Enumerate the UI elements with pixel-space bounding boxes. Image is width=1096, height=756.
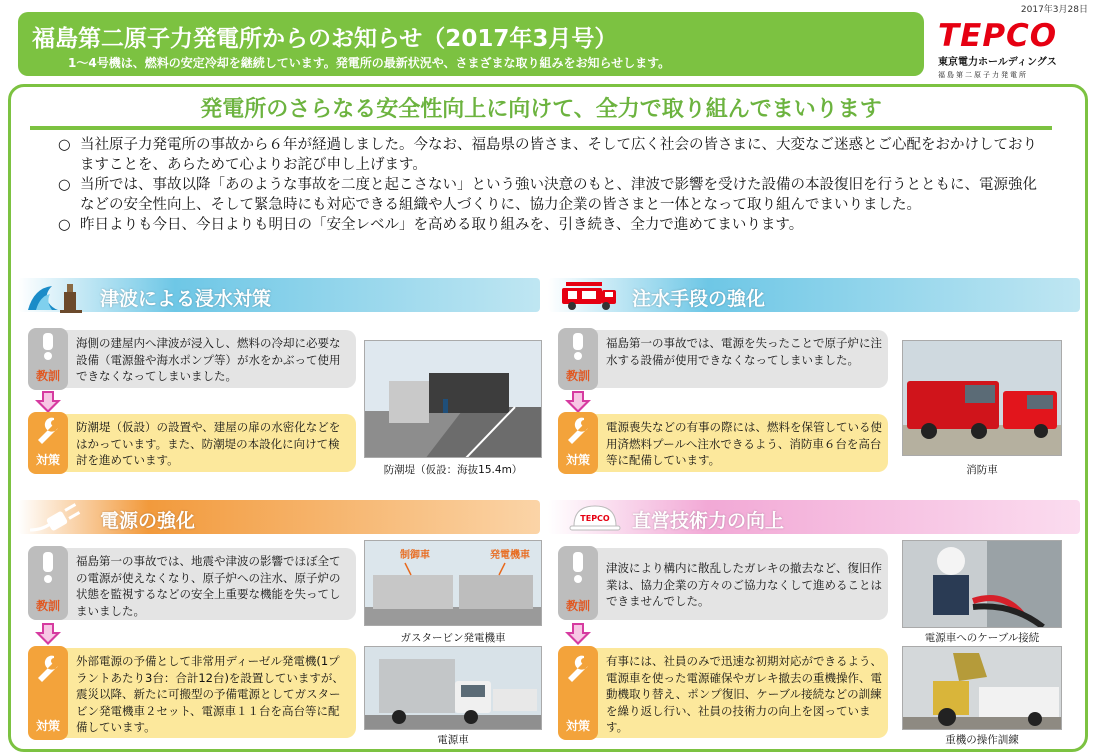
lesson-label: 教訓: [565, 369, 590, 383]
bullet-text: 当所では、事故以降「あのような事故を二度と起こさない」という強い決意のもと、津波で影響を受けた設備の本設復旧を行うとともに、電源強化などの安全性向上、そして緊急時にも対応できる組織や人づくりに、協力企業の皆さまと一体となって取り組んでまいりました。: [80, 177, 1037, 213]
measure-tag: [558, 412, 598, 474]
lesson-label: 教訓: [35, 599, 60, 613]
power-plug-icon: [28, 500, 84, 534]
power-truck-illustration: [365, 647, 542, 730]
photo-label-control: 制御車: [400, 550, 430, 561]
fire-trucks-illustration: [903, 341, 1062, 456]
wrench-icon: [558, 412, 598, 448]
bullet-circle: ○: [58, 177, 71, 193]
measure-tag: [28, 412, 68, 474]
helmet-logo-text: TEPCO: [580, 514, 610, 523]
lesson-text: 福島第一の事故では、地震や津波の影響でほぼ全ての電源が使えなくなり、原子炉への注水、原子炉の状態を監視するなどの安全上重要な機能を失ってしまいました。: [76, 554, 341, 618]
wrench-icon: [558, 646, 598, 690]
bullet-circle: ○: [58, 217, 71, 233]
lesson-text: 海側の建屋内へ津波が浸入し、燃料の冷却に必要な設備（電源盤や海水ポンプ等）が水をかぶって使用できなくなってしまいました。: [76, 336, 341, 383]
intro-bullets: [58, 136, 1048, 237]
section-title-tsunami: 津波による浸水対策: [100, 288, 272, 310]
section-title-skills: 直営技術力の向上: [632, 510, 785, 532]
lesson-tag: [558, 546, 598, 620]
lesson-card-tsunami: [30, 330, 356, 388]
header-banner: [18, 12, 924, 76]
measure-text: 防潮堤（仮設）の設置や、建屋の扉の水密化などをはかっています。また、防潮堤の本設化に向けて検討を進めています。: [76, 420, 341, 467]
down-arrow-icon: [564, 390, 592, 414]
exclamation-icon: [558, 546, 598, 586]
lesson-tag: [558, 328, 598, 390]
seawall-illustration: [365, 341, 542, 458]
exclamation-icon: [558, 328, 598, 362]
logo-company-name: 東京電力ホールディングス: [938, 57, 1057, 68]
down-arrow-icon: [34, 622, 62, 646]
fire-truck-icon: [560, 280, 620, 312]
photo-caption: 消防車: [966, 464, 998, 476]
measure-card-skills: [560, 648, 888, 738]
intro-bullet: [58, 136, 1048, 175]
bullet-text: 昨日よりも今日、今日よりも明日の「安全レベル」を高める取り組みを、引き続き、全力で進めてまいります。: [80, 217, 804, 233]
photo-caption: 電源車: [437, 734, 469, 746]
measure-text: 外部電源の予備として非常用ディーゼル発電機(1プラントあたり3台：合計12台)を設置していますが、震災以降、新たに可搬型の予備電源としてガスタービン発電機車２セット、電源車１１台を高台等に配備しています。: [76, 654, 344, 734]
lesson-label: 教訓: [565, 599, 590, 613]
exclamation-icon: [28, 328, 68, 362]
measure-text: 電源喪失などの有事の際には、燃料を保管している使用済燃料プールへ注水できるよう、消防車６台を高台等に配備しています。: [606, 420, 882, 467]
measure-card-water: [560, 414, 888, 472]
lesson-text: 津波により構内に散乱したガレキの撤去など、復旧作業は、協力企業の方々のご協力なくして進めることはできませんでした。: [606, 561, 882, 608]
measure-text: 有事には、社員のみで迅速な初期対応ができるよう、電源車を使った電源確保やガレキ撤去の重機操作、電動機取り替え、ポンプ復旧、ケーブル接続などの訓練を繰り返し行い、社員の技術力の向上を図っています。: [606, 654, 882, 734]
section-band-power: [18, 500, 540, 534]
section-band-tsunami: [18, 278, 540, 312]
bullet-text: 当社原子力発電所の事故から６年が経過しました。今なお、福島県の皆さま、そして広く社会の皆さまに、大変なご迷惑とご心配をおかけしておりますことを、あらためて心よりお詫び申し上げます。: [80, 137, 1037, 173]
lesson-tag: [28, 546, 68, 620]
measure-label: 対策: [565, 719, 590, 733]
photo-cable-connection: [902, 540, 1062, 628]
photo-caption: 重機の操作訓練: [945, 734, 1019, 746]
issue-date: 2017年3月28日: [1020, 5, 1088, 15]
section-band-water: [548, 278, 1080, 312]
wrench-icon: [28, 646, 68, 690]
lesson-card-water: [560, 330, 888, 388]
intro-bullet: [58, 216, 1048, 236]
lesson-text: 福島第一の事故では、電源を失ったことで原子炉に注水する設備が使用できなくなってしまいました。: [606, 336, 882, 367]
wrench-icon: [28, 412, 68, 448]
photo-seawall: [364, 340, 542, 458]
page-title: 福島第二原子力発電所からのお知らせ（2017年3月号）: [32, 26, 618, 52]
down-arrow-icon: [564, 622, 592, 646]
section-title-water: 注水手段の強化: [632, 288, 766, 310]
measure-card-tsunami: [30, 414, 356, 472]
cable-connection-illustration: [903, 541, 1062, 628]
down-arrow-icon: [34, 390, 62, 414]
measure-tag: [558, 646, 598, 740]
photo-label-generator: 発電機車: [490, 550, 530, 561]
page-subtitle: 1～4号機は、燃料の安定冷却を継続しています。発電所の最新状況や、さまざまな取り組みをお知らせします。: [68, 56, 671, 70]
heading-rule: [30, 126, 1052, 130]
measure-tag: [28, 646, 68, 740]
lesson-card-power: [30, 548, 356, 620]
photo-power-truck: [364, 646, 542, 730]
photo-fire-trucks: [902, 340, 1062, 456]
exclamation-icon: [28, 546, 68, 586]
lesson-card-skills: [560, 548, 888, 620]
lesson-tag: [28, 328, 68, 390]
tepco-logo: [938, 18, 1088, 82]
photo-caption: ガスタービン発電機車: [400, 632, 506, 644]
lesson-label: 教訓: [35, 369, 60, 383]
helmet-icon: [568, 500, 622, 534]
measure-label: 対策: [565, 453, 590, 467]
heavy-machinery-illustration: [903, 647, 1062, 730]
measure-label: 対策: [35, 719, 60, 733]
main-heading: 発電所のさらなる安全性向上に向けて、全力で取り組んでまいります: [200, 97, 882, 122]
measure-label: 対策: [35, 453, 60, 467]
section-band-skills: [548, 500, 1080, 534]
photo-caption: 防潮堤（仮設：海抜15.4m）: [383, 464, 523, 476]
photo-heavy-machinery: [902, 646, 1062, 730]
tsunami-icon: [24, 278, 88, 314]
logo-plant-name: 福島第二原子力発電所: [938, 71, 1028, 79]
section-title-power: 電源の強化: [100, 510, 196, 532]
logo-mark: TEPCO: [938, 18, 1058, 54]
bullet-circle: ○: [58, 137, 71, 153]
measure-card-power: [30, 648, 356, 738]
intro-bullet: [58, 176, 1048, 215]
photo-caption: 電源車へのケーブル接続: [924, 632, 1040, 644]
